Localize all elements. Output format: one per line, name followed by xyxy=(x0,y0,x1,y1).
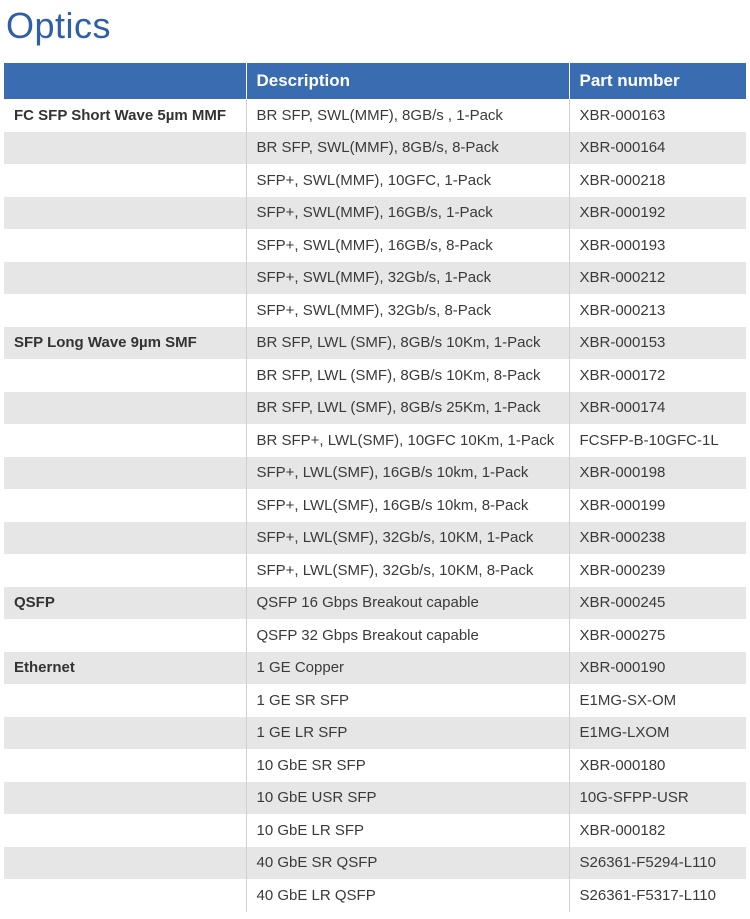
table-row xyxy=(4,879,746,912)
category-cell xyxy=(4,164,246,197)
part-number-cell: XBR-000174 xyxy=(569,392,746,425)
part-number-cell: XBR-000213 xyxy=(579,301,666,319)
part-number-cell: E1MG-SX-OM xyxy=(579,691,677,709)
category-cell xyxy=(4,879,246,912)
part-number-cell: XBR-000193 xyxy=(579,236,666,254)
table-row xyxy=(4,457,746,490)
description-cell: SFP+, LWL(SMF), 32Gb/s, 10KM, 1-Pack xyxy=(246,522,569,555)
table-row xyxy=(4,327,746,360)
description-cell: SFP+, SWL(MMF), 16GB/s, 8-Pack xyxy=(246,229,569,262)
part-number-cell: XBR-000245 xyxy=(569,587,746,620)
table-row xyxy=(4,522,746,555)
table-row xyxy=(4,587,746,620)
table-row xyxy=(4,782,746,815)
table-row xyxy=(4,554,746,587)
description-cell: BR SFP, SWL(MMF), 8GB/s , 1-Pack xyxy=(246,99,569,132)
part-number-cell: XBR-000238 xyxy=(569,522,746,555)
table-row xyxy=(4,99,746,132)
category-cell: SFP Long Wave 9µm SMF xyxy=(4,327,246,360)
category-cell xyxy=(4,262,246,295)
category-cell xyxy=(4,392,246,425)
table-row xyxy=(4,294,746,327)
table-header xyxy=(4,63,746,99)
description-cell: 1 GE SR SFP xyxy=(246,684,569,717)
table-row xyxy=(4,132,746,165)
part-number-cell: XBR-000275 xyxy=(579,626,666,644)
category-cell xyxy=(4,554,246,587)
table-row xyxy=(4,424,746,457)
part-number-cell: S26361-F5317-L110 xyxy=(579,886,716,904)
part-number-cell: XBR-000239 xyxy=(579,561,666,579)
table-body xyxy=(4,99,746,912)
category-cell xyxy=(4,782,246,815)
table-row xyxy=(4,717,746,750)
part-number-cell: XBR-000218 xyxy=(579,171,666,189)
description-cell: BR SFP, LWL (SMF), 8GB/s 10Km, 8-Pack xyxy=(246,359,569,392)
description-cell: QSFP 16 Gbps Breakout capable xyxy=(246,587,569,620)
table-row xyxy=(4,262,746,295)
part-number-cell: 10G-SFPP-USR xyxy=(569,782,746,815)
part-number-cell: XBR-000164 xyxy=(569,132,746,165)
category-cell xyxy=(4,132,246,165)
description-cell: QSFP 32 Gbps Breakout capable xyxy=(246,619,569,652)
description-cell: BR SFP+, LWL(SMF), 10GFC 10Km, 1-Pack xyxy=(246,424,569,457)
part-number-cell: XBR-000172 xyxy=(579,366,666,384)
category-cell xyxy=(4,522,246,555)
category-cell xyxy=(4,814,246,847)
category-cell xyxy=(4,684,246,717)
table-row xyxy=(4,749,746,782)
part-number-cell: E1MG-LXOM xyxy=(569,717,746,750)
category-cell xyxy=(4,294,246,327)
category-cell xyxy=(4,489,246,522)
category-cell xyxy=(4,619,246,652)
header-category xyxy=(4,63,246,99)
table-row xyxy=(4,392,746,425)
table-row xyxy=(4,359,746,392)
part-number-cell: XBR-000192 xyxy=(569,197,746,230)
description-cell: 40 GbE LR QSFP xyxy=(246,879,569,912)
description-cell: SFP+, SWL(MMF), 16GB/s, 1-Pack xyxy=(246,197,569,230)
category-cell xyxy=(4,457,246,490)
part-number-cell: S26361-F5294-L110 xyxy=(569,847,746,880)
description-cell: 1 GE Copper xyxy=(246,652,569,685)
description-cell: 10 GbE USR SFP xyxy=(246,782,569,815)
description-cell: SFP+, LWL(SMF), 16GB/s 10km, 1-Pack xyxy=(246,457,569,490)
table-row xyxy=(4,489,746,522)
category-cell xyxy=(4,749,246,782)
description-cell: BR SFP, LWL (SMF), 8GB/s 25Km, 1-Pack xyxy=(246,392,569,425)
description-cell: SFP+, LWL(SMF), 32Gb/s, 10KM, 8-Pack xyxy=(246,554,569,587)
optics-table xyxy=(4,63,746,912)
description-cell: BR SFP, LWL (SMF), 8GB/s 10Km, 1-Pack xyxy=(246,327,569,360)
header-row xyxy=(4,63,746,99)
part-number-cell: XBR-000182 xyxy=(579,821,666,839)
table-row xyxy=(4,847,746,880)
table-row xyxy=(4,164,746,197)
part-number-cell: XBR-000198 xyxy=(569,457,746,490)
description-cell: 10 GbE LR SFP xyxy=(246,814,569,847)
description-cell: BR SFP, SWL(MMF), 8GB/s, 8-Pack xyxy=(246,132,569,165)
page-title: Optics xyxy=(6,5,112,46)
category-cell xyxy=(4,229,246,262)
category-cell xyxy=(4,717,246,750)
category-cell: QSFP xyxy=(4,587,246,620)
part-number-cell: XBR-000190 xyxy=(569,652,746,685)
description-cell: 10 GbE SR SFP xyxy=(246,749,569,782)
part-number-cell: XBR-000180 xyxy=(579,756,666,774)
part-number-cell: XBR-000153 xyxy=(569,327,746,360)
category-cell xyxy=(4,424,246,457)
table-row xyxy=(4,814,746,847)
table-row xyxy=(4,197,746,230)
description-cell: 40 GbE SR QSFP xyxy=(246,847,569,880)
part-number-cell: FCSFP-B-10GFC-1L xyxy=(579,431,719,449)
description-cell: SFP+, SWL(MMF), 32Gb/s, 8-Pack xyxy=(246,294,569,327)
table-row xyxy=(4,619,746,652)
header-description: Description xyxy=(246,63,569,99)
table-row xyxy=(4,229,746,262)
category-cell xyxy=(4,197,246,230)
header-part-number: Part number xyxy=(569,63,746,99)
description-cell: SFP+, SWL(MMF), 10GFC, 1-Pack xyxy=(246,164,569,197)
description-cell: 1 GE LR SFP xyxy=(246,717,569,750)
part-number-cell: XBR-000199 xyxy=(579,496,666,514)
category-cell xyxy=(4,847,246,880)
category-cell: FC SFP Short Wave 5µm MMF xyxy=(4,99,246,132)
table-row xyxy=(4,684,746,717)
part-number-cell: XBR-000163 xyxy=(579,106,666,124)
description-cell: SFP+, LWL(SMF), 16GB/s 10km, 8-Pack xyxy=(246,489,569,522)
category-cell: Ethernet xyxy=(4,652,246,685)
category-cell xyxy=(4,359,246,392)
table-row xyxy=(4,652,746,685)
description-cell: SFP+, SWL(MMF), 32Gb/s, 1-Pack xyxy=(246,262,569,295)
part-number-cell: XBR-000212 xyxy=(569,262,746,295)
